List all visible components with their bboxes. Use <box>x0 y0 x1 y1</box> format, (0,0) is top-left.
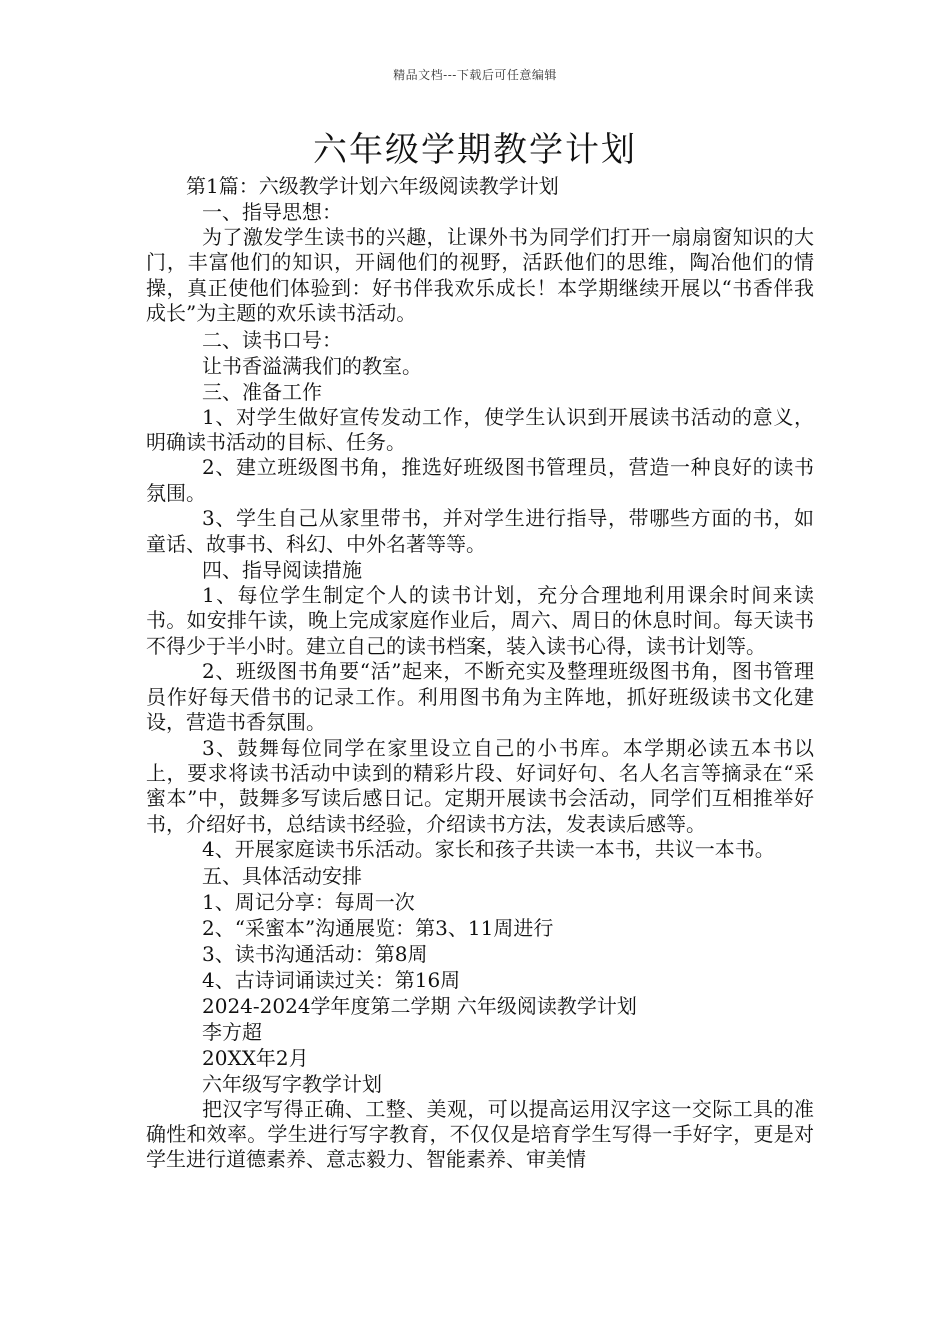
paragraph-preparation-3: 3、学生自己从家里带书，并对学生进行指导，带哪些方面的书，如童话、故事书、科幻、中外名著等等。 <box>146 506 814 556</box>
paragraph-guiding-thought: 为了激发学生读书的兴趣，让课外书为同学们打开一扇扇窗知识的大门，丰富他们的知识，开阔他们的视野，活跃他们的思维，陶冶他们的情操，真正使他们体验到：好书伴我欢乐成长！本学期继续开展以“书香伴我成长”为主题的欢乐读书活动。 <box>146 225 814 326</box>
section-heading-measures: 四、指导阅读措施 <box>202 558 362 583</box>
section-heading-slogan: 二、读书口号： <box>202 327 342 352</box>
chapter-heading: 第1篇：六级教学计划六年级阅读教学计划 <box>186 174 559 198</box>
paragraph-measures-2: 2、班级图书角要“活”起来，不断充实及整理班级图书角，图书管理员作好每天借书的记录工作。利用图书角为主阵地，抓好班级读书文化建设，营造书香氛围。 <box>146 659 814 735</box>
schedule-item-3: 3、读书沟通活动：第8周 <box>202 941 428 966</box>
document-body <box>146 173 814 1173</box>
schedule-item-1: 1、周记分享：每周一次 <box>202 889 415 914</box>
paragraph-measures-1: 1、每位学生制定个人的读书计划，充分合理地利用课余时间来读书。如安排午读，晚上完成家庭作业后，周六、周日的休息时间。每天读书不得少于半小时。建立自己的读书档案，装入读书心得，读书计划等。 <box>146 583 814 658</box>
schedule-item-2: 2、“采蜜本”沟通展览：第3、11周进行 <box>202 915 554 940</box>
document-title: 六年级学期教学计划 <box>313 130 637 170</box>
slogan-text: 让书香溢满我们的教室。 <box>202 353 422 378</box>
plan-caption: 2024-2024学年度第二学期 六年级阅读教学计划 <box>202 993 637 1018</box>
paragraph-measures-4: 4、开展家庭读书乐活动。家长和孩子共读一本书，共议一本书。 <box>202 837 775 862</box>
paragraph-preparation-2: 2、建立班级图书角，推选好班级图书管理员，营造一种良好的读书氛围。 <box>146 455 814 505</box>
section-heading-writing-plan: 六年级写字教学计划 <box>202 1071 382 1096</box>
plan-date: 20XX年2月 <box>202 1045 309 1070</box>
header-note: 精品文档---下载后可任意编辑 <box>393 68 557 82</box>
section-heading-preparation: 三、准备工作 <box>202 379 322 404</box>
author-name: 李方超 <box>202 1019 262 1044</box>
section-heading-schedule: 五、具体活动安排 <box>202 863 362 888</box>
paragraph-preparation-1: 1、对学生做好宣传发动工作，使学生认识到开展读书活动的意义，明确读书活动的目标、任务。 <box>146 404 814 455</box>
section-heading-guiding-thought: 一、指导思想： <box>202 200 342 224</box>
paragraph-writing-plan: 把汉字写得正确、工整、美观，可以提高运用汉字这一交际工具的准确性和效率。学生进行写字教育，不仅仅是培育学生写得一手好字，更是对学生进行道德素养、意志毅力、智能素养、审美情 <box>146 1096 814 1172</box>
schedule-item-4: 4、古诗词诵读过关：第16周 <box>202 967 461 992</box>
paragraph-measures-3: 3、鼓舞每位同学在家里设立自己的小书库。本学期必读五本书以上，要求将读书活动中读到的精彩片段、好词好句、名人名言等摘录在“采蜜本”中，鼓舞多写读后感日记。定期开展读书会活动，同学们互相推举好书，介绍好书，总结读书经验，介绍读书方法，发表读后感等。 <box>146 735 814 836</box>
